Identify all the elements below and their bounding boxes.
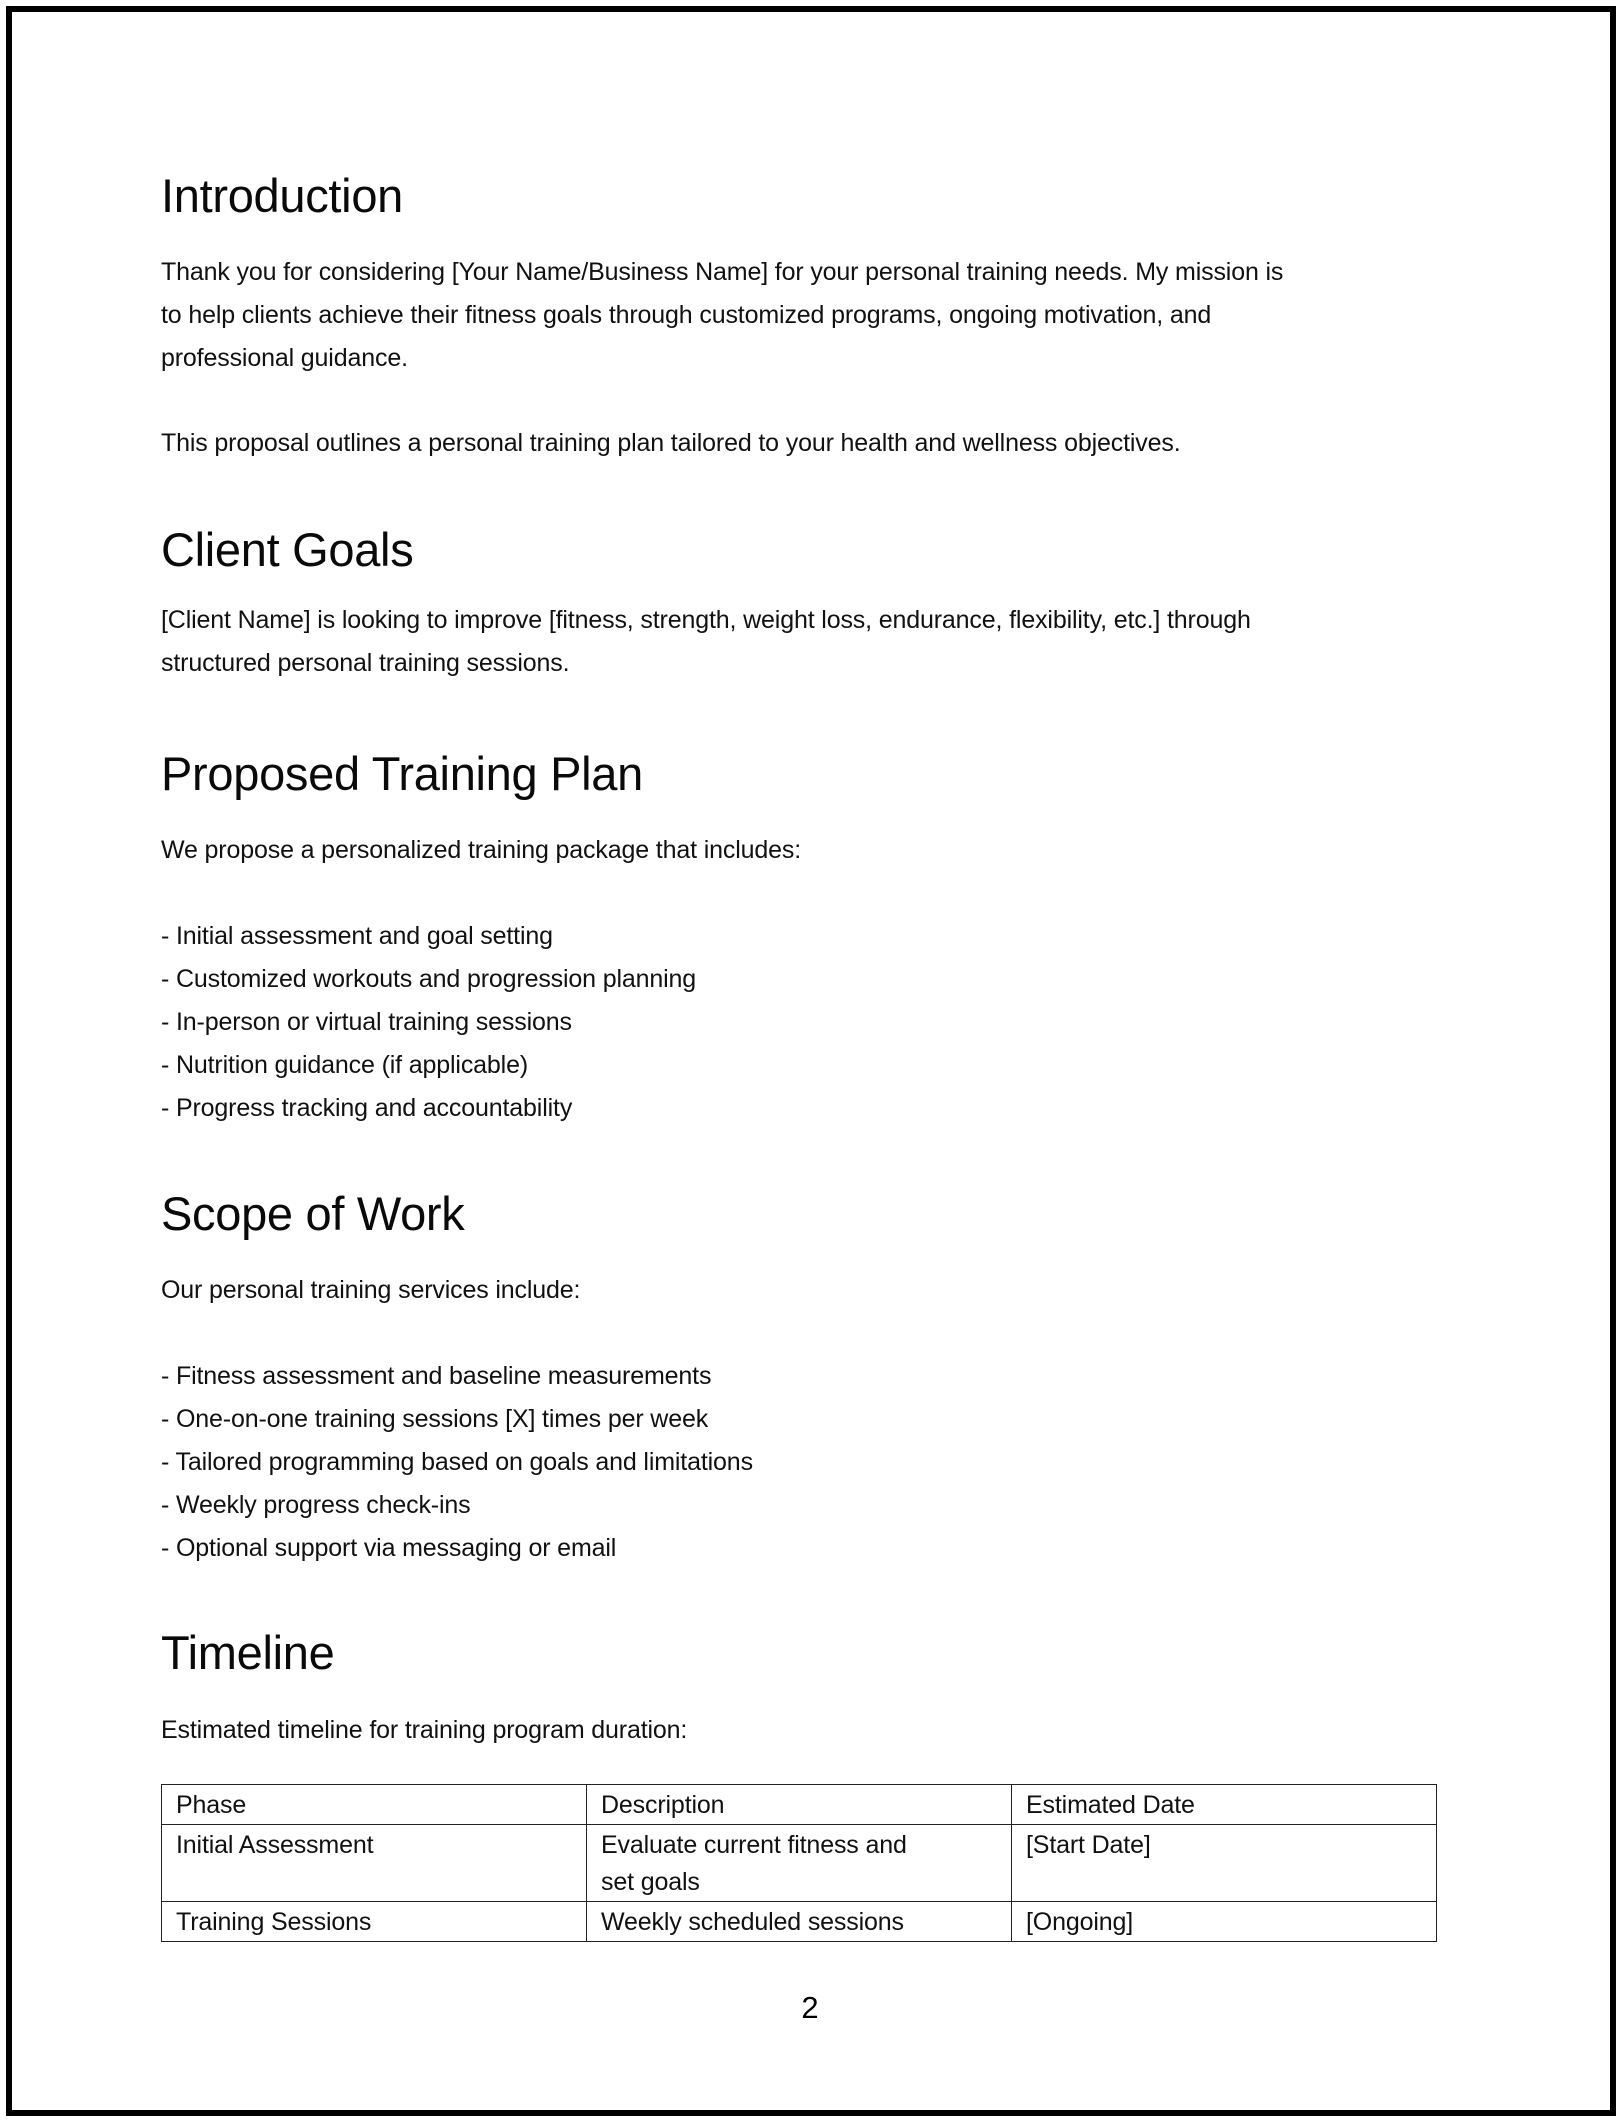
scope-item: - One-on-one training sessions [X] times per week <box>161 1405 709 1433</box>
intro-paragraph-line-2: to help clients achieve their fitness goals through customized programs, ongoing motivation, and <box>161 301 1212 329</box>
table-cell-description: Weekly scheduled sessions <box>587 1902 1012 1942</box>
table-cell-description <box>587 1825 1012 1902</box>
proposed-plan-item: - Customized workouts and progression planning <box>161 965 697 993</box>
proposed-plan-item: - Nutrition guidance (if applicable) <box>161 1051 529 1079</box>
table-cell-date: [Start Date] <box>1012 1825 1437 1902</box>
scope-item: - Tailored programming based on goals and limitations <box>161 1448 753 1476</box>
timeline-intro: Estimated timeline for training program duration: <box>161 1716 688 1744</box>
proposed-plan-item: - Progress tracking and accountability <box>161 1094 573 1122</box>
heading-timeline: Timeline <box>161 1626 335 1679</box>
table-row <box>162 1825 1437 1902</box>
proposed-plan-item: - Initial assessment and goal setting <box>161 922 553 950</box>
table-header-row <box>162 1785 1437 1825</box>
table-header-cell: Description <box>587 1785 1012 1825</box>
table-header-cell: Phase <box>162 1785 587 1825</box>
table-cell-phase: Initial Assessment <box>162 1825 587 1902</box>
table-cell-date: [Ongoing] <box>1012 1902 1437 1942</box>
scope-item: - Optional support via messaging or email <box>161 1534 617 1562</box>
table-row <box>162 1902 1437 1942</box>
heading-proposed-training-plan: Proposed Training Plan <box>161 747 643 800</box>
client-goals-line-1: [Client Name] is looking to improve [fitness, strength, weight loss, endurance, flexibility, etc.] through <box>161 606 1251 634</box>
scope-item: - Fitness assessment and baseline measurements <box>161 1362 712 1390</box>
proposed-plan-item: - In-person or virtual training sessions <box>161 1008 572 1036</box>
intro-paragraph-line-1: Thank you for considering [Your Name/Business Name] for your personal training needs. My mission is <box>161 258 1284 286</box>
timeline-table <box>161 1784 1437 1942</box>
intro-paragraph-line-3: professional guidance. <box>161 344 408 372</box>
page-number: 2 <box>801 1990 819 2025</box>
scope-intro: Our personal training services include: <box>161 1276 581 1304</box>
table-cell-phase: Training Sessions <box>162 1902 587 1942</box>
scope-item: - Weekly progress check-ins <box>161 1491 471 1519</box>
heading-introduction: Introduction <box>161 169 404 222</box>
heading-scope-of-work: Scope of Work <box>161 1187 465 1240</box>
heading-client-goals: Client Goals <box>161 523 414 576</box>
client-goals-line-2: structured personal training sessions. <box>161 649 570 677</box>
intro-paragraph-2: This proposal outlines a personal training plan tailored to your health and wellness objectives. <box>161 429 1181 457</box>
description-line: Evaluate current fitness and <box>601 1831 907 1859</box>
description-line: set goals <box>601 1868 700 1896</box>
table-header-cell: Estimated Date <box>1012 1785 1437 1825</box>
proposed-plan-intro: We propose a personalized training package that includes: <box>161 836 802 864</box>
